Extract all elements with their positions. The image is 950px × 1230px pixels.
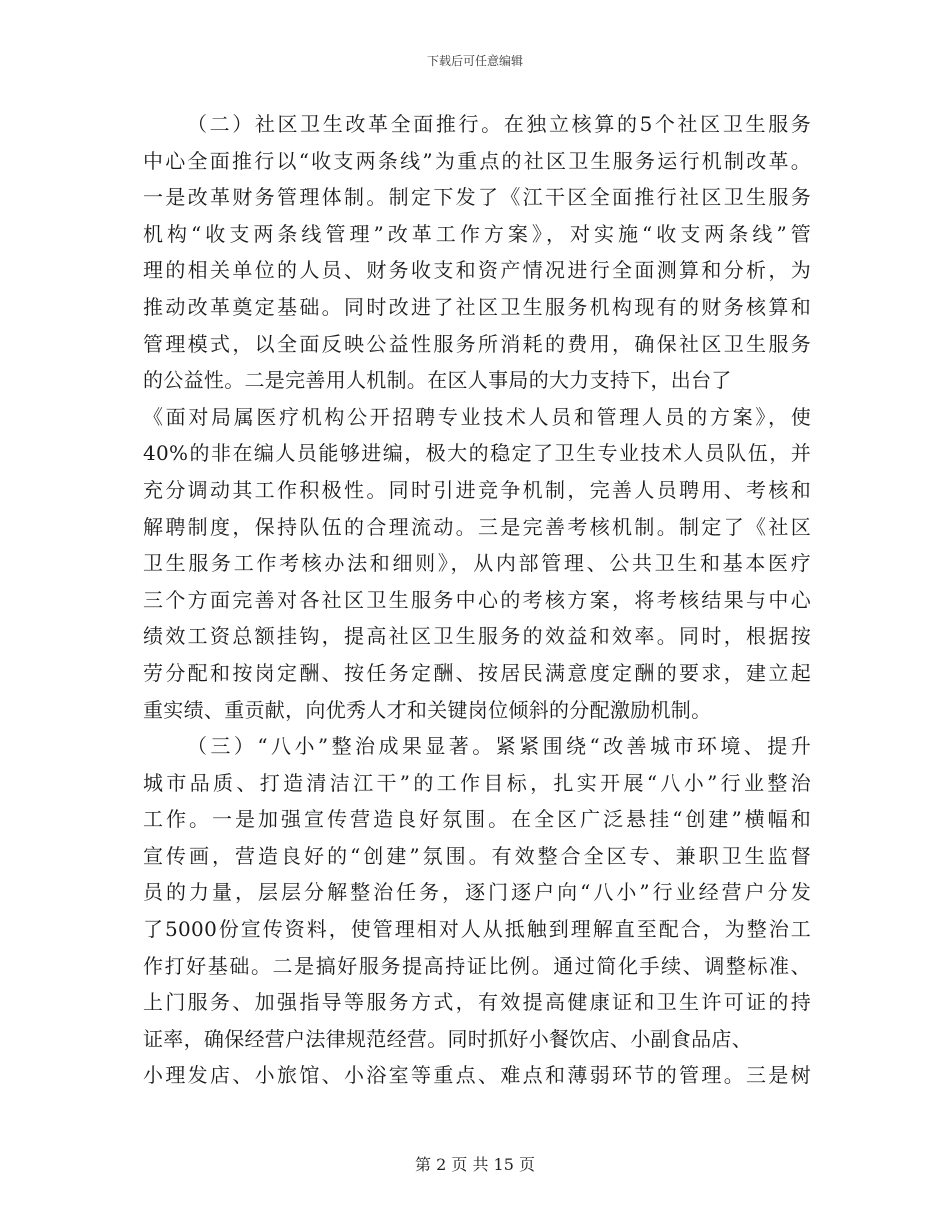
text-line: 中心全面推行以“收支两条线”为重点的社区卫生服务运行机制改革。 [143,148,811,173]
text-line: 理的相关单位的人员、财务收支和资产情况进行全面测算和分析，为 [143,258,811,283]
text-line: 卫生服务工作考核办法和细则》，从内部管理、公共卫生和基本医疗 [143,551,811,576]
page-header: 下载后可任意编辑 [426,54,523,68]
text-line: 解聘制度，保持队伍的合理流动。三是完善考核机制。制定了《社区 [143,514,811,539]
text-line: 推动改革奠定基础。同时改进了社区卫生服务机构现有的财务核算和 [143,294,811,319]
text-line: 管理模式，以全面反映公益性服务所消耗的费用，确保社区卫生服务 [143,331,811,356]
text-line: 城市品质、打造清洁江干”的工作目标，扎实开展“八小”行业整治 [143,770,811,795]
text-line: （二）社区卫生改革全面推行。在独立核算的5个社区卫生服务 [187,112,811,136]
document-body [143,106,811,1094]
text-line: 机构“收支两条线管理”改革工作方案》，对实施“收支两条线”管 [143,221,811,246]
page-footer: 第 2 页 共 15 页 [415,1155,535,1174]
text-line: 作打好基础。二是搞好服务提高持证比例。通过简化手续、调整标准、 [143,953,811,978]
text-line: 上门服务、加强指导等服务方式，有效提高健康证和卫生许可证的持 [143,990,811,1015]
text-line: 一是改革财务管理体制。制定下发了《江干区全面推行社区卫生服务 [143,185,811,210]
text-line: 劳分配和按岗定酬、按任务定酬、按居民满意度定酬的要求，建立起 [143,660,811,685]
text-line: 宣传画，营造良好的“创建”氛围。有效整合全区专、兼职卫生监督 [143,843,811,868]
text-line: 小理发店、小旅馆、小浴室等重点、难点和薄弱环节的管理。三是树 [143,1063,811,1088]
text-line: 的公益性。二是完善用人机制。在区人事局的大力支持下，出台了 [143,368,732,393]
text-line: 40%的非在编人员能够进编，极大的稳定了卫生专业技术人员队伍，并 [143,441,811,466]
text-line: 《面对局属医疗机构公开招聘专业技术人员和管理人员的方案》，使 [143,404,811,429]
text-line: 绩效工资总额挂钩，提高社区卫生服务的效益和效率。同时，根据按 [143,624,811,649]
text-line: 工作。一是加强宣传营造良好氛围。在全区广泛悬挂“创建”横幅和 [143,807,811,832]
text-line: 充分调动其工作积极性。同时引进竞争机制，完善人员聘用、考核和 [143,477,811,502]
text-line: 三个方面完善对各社区卫生服务中心的考核方案，将考核结果与中心 [143,587,811,612]
text-line: 员的力量，层层分解整治任务，逐门逐户向“八小”行业经营户分发 [143,880,811,905]
text-line: 重实绩、重贡献，向优秀人才和关键岗位倾斜的分配激励机制。 [143,697,712,722]
text-line: （三）“八小”整治成果显著。紧紧围绕“改善城市环境、提升 [187,734,811,759]
text-line: 证率，确保经营户法律规范经营。同时抓好小餐饮店、小副食品店、 [143,1026,752,1051]
text-line: 了5000份宣传资料，使管理相对人从抵触到理解直至配合，为整治工 [143,917,811,942]
